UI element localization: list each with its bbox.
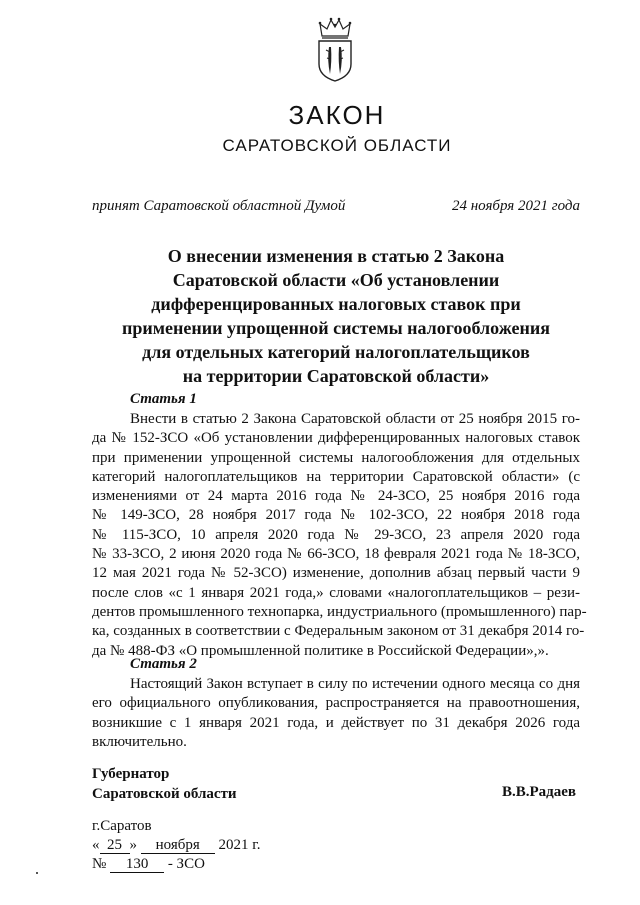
article-line: при применении упрощенной системы налогообложения для отдельных: [92, 449, 580, 466]
position-line: Саратовской области: [92, 786, 237, 802]
coat-of-arms-emblem: [314, 14, 356, 82]
article-line: Внести в статью 2 Закона Саратовской области от 25 ноября 2015 го-: [130, 411, 580, 427]
article-line: включительно.: [92, 733, 187, 750]
day-field: 25: [100, 837, 130, 854]
article-line: Настоящий Закон вступает в силу по истечении одного месяца со дня: [130, 676, 580, 692]
article-line: № 33-ЗСО, 2 июня 2020 года № 66-ЗСО, 18 февраля 2021 года № 18-ЗСО,: [92, 546, 580, 563]
law-heading-line: применении упрощенной системы налогообложения: [122, 318, 550, 338]
article-2-title: Статья 2: [130, 656, 197, 672]
article-line: № 115-ЗСО, 10 апреля 2020 года № 29-ЗСО, 23 апреля 2020 года: [92, 526, 580, 543]
article-line: возникшие с 1 января 2021 года, и действует по 31 декабря 2026 года: [92, 714, 580, 731]
number-suffix: - ЗСО: [167, 856, 205, 872]
article-line: да № 152-ЗСО «Об установлении дифференцированных налоговых ставок: [92, 430, 580, 447]
number-sign: №: [92, 856, 107, 872]
year: 2021 г.: [218, 837, 261, 853]
accepted-date: 24 ноября 2021 года: [451, 198, 580, 214]
region-subtitle: САРАТОВСКОЙ ОБЛАСТИ: [222, 136, 452, 155]
date-line: [92, 836, 260, 855]
number-field: 130: [110, 856, 164, 873]
law-heading-line: на территории Саратовской области»: [182, 366, 490, 386]
law-heading-line: Саратовской области «Об установлении: [172, 270, 500, 290]
accepted-row: [92, 198, 580, 215]
month-field: ноября: [141, 837, 215, 854]
city: г.Саратов: [92, 818, 152, 834]
scan-speck: [36, 872, 38, 874]
position-line: Губернатор: [92, 766, 170, 782]
quote-close: »: [129, 837, 137, 853]
article-2-text: [92, 675, 580, 752]
place-date-block: [92, 817, 260, 874]
number-line: [92, 855, 260, 874]
law-heading-line: дифференцированных налоговых ставок при: [151, 294, 521, 314]
article-line: № 149-ЗСО, 28 ноября 2017 года № 102-ЗСО, 22 ноября 2018 года: [92, 507, 580, 524]
article-1-text: [92, 410, 587, 661]
quote-open: «: [92, 837, 100, 853]
article-line: после слов «с 1 января 2021 года,» словами «налогоплательщиков – рези-: [92, 584, 580, 601]
law-heading-line: для отдельных категорий налогоплательщиков: [142, 342, 530, 362]
article-line: 12 мая 2021 года № 52-ЗСО) изменение, дополнив абзац первый части 9: [92, 565, 580, 582]
governor-name: В.В.Радаев: [501, 784, 576, 800]
article-line: ка, созданных в соответствии с Федеральным законом от 31 декабря 2014 го-: [92, 623, 585, 640]
article-line: категорий налогоплательщиков на территории Саратовской области» (с: [92, 468, 580, 485]
law-title: ЗАКОН: [288, 100, 386, 130]
article-line: дентов промышленного технопарка, индустриального (промышленного) пар-: [92, 603, 587, 620]
article-1-title: Статья 1: [130, 391, 197, 407]
law-heading-line: О внесении изменения в статью 2 Закона: [167, 246, 505, 266]
law-heading: [92, 244, 580, 388]
article-line: изменениями от 24 марта 2016 года № 24-ЗСО, 25 ноября 2016 года: [92, 488, 580, 505]
article-line: его официального опубликования, распространяется на правоотношения,: [92, 695, 580, 712]
governor-position: [92, 764, 237, 804]
accepted-by: принят Саратовской областной Думой: [92, 198, 346, 214]
article-line: да № 488-ФЗ «О промышленной политике в Российской Федерации»,».: [92, 642, 549, 659]
